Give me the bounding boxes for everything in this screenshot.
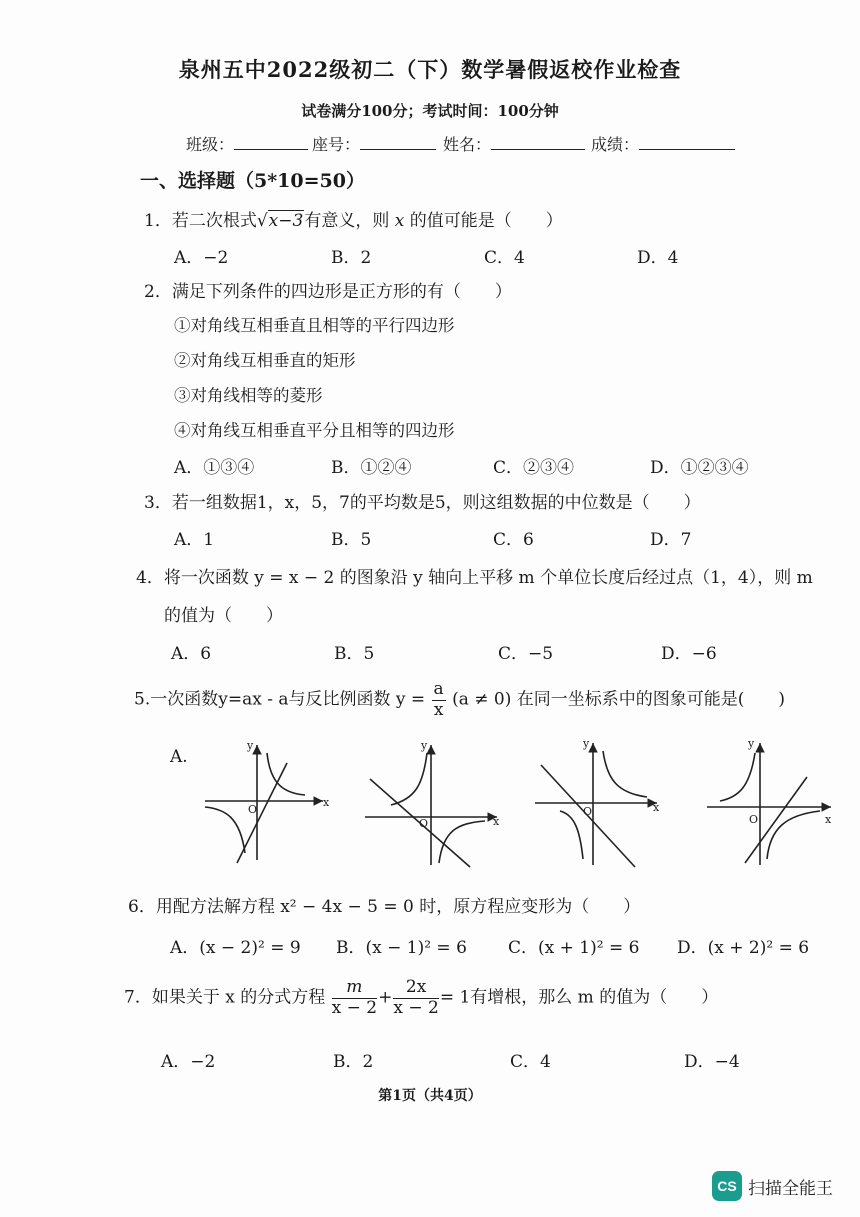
q1-pre: 1．若二次根式	[144, 211, 257, 231]
q5-d-y: y	[748, 737, 755, 750]
q5-d-x: x	[825, 813, 832, 826]
q7-fraction-1: $\frac{m}{x - 2}$	[331, 977, 378, 1018]
exam-title: 泉州五中2022级初二（下）数学暑假返校作业检查	[178, 57, 682, 82]
class-field	[186, 132, 308, 155]
question-4-stem: 4．将一次函数 y = x − 2 的图象沿 y 轴向上平移 m 个单位长度后经过点（1，4），则 m	[136, 568, 813, 588]
score-blank	[639, 135, 735, 150]
q1-var: x	[394, 211, 405, 231]
class-label: 班级：	[186, 135, 235, 154]
q5-b-o: O	[419, 817, 429, 830]
q6-option-c: C．(x + 1)² = 6	[508, 938, 640, 958]
q5-c-y: y	[583, 737, 590, 750]
q4-option-c: C．−5	[498, 644, 554, 664]
q7-fraction-2: $\frac{2x}{x - 2}$	[393, 977, 439, 1018]
q5-a-o: O	[248, 803, 258, 816]
q5-post: (a ≠ 0) 在同一坐标系中的图象可能是( )	[452, 689, 786, 710]
q4-option-a: A．6	[171, 644, 212, 664]
question-2-stem: 2．满足下列条件的四边形是正方形的有（ ）	[144, 282, 512, 302]
question-6-stem: 6．用配方法解方程 x² − 4x − 5 = 0 时，原方程应变形为（ ）	[128, 897, 641, 917]
seat-blank	[360, 135, 436, 150]
camscanner-text: 扫描全能王	[748, 1179, 833, 1198]
q3-option-c: C．6	[493, 530, 534, 550]
q4-option-b: B．5	[334, 644, 375, 664]
q2-item-4: ④对角线互相垂直平分且相等的四边形	[174, 421, 455, 440]
q7-plus: +	[378, 987, 393, 1008]
q1-post: 的值可能是（ ）	[409, 211, 563, 231]
seat-field	[312, 132, 436, 155]
q2-option-b: B．①②④	[331, 458, 412, 478]
section-title: 一、选择题（5*10=50）	[140, 170, 365, 192]
q5-d-o: O	[749, 813, 759, 826]
q1-mid: 有意义，则	[304, 211, 390, 231]
name-label: 姓名：	[443, 135, 492, 154]
q6-option-d: D．(x + 2)² = 6	[677, 938, 810, 958]
q7-option-c: C．4	[510, 1052, 551, 1072]
q5-a-x: x	[323, 796, 330, 809]
name-blank	[491, 135, 585, 150]
q5-c-o: O	[583, 805, 593, 818]
q1-option-b: B．2	[331, 248, 372, 268]
q5-b-y: y	[421, 739, 428, 752]
q3-option-a: A．1	[174, 530, 215, 550]
q1-option-d: D．4	[637, 248, 679, 268]
q7-post: = 1有增根，那么 m 的值为（ ）	[439, 987, 719, 1008]
q5-graph-d	[707, 737, 832, 865]
question-5-stem	[134, 680, 785, 720]
page-footer: 第1页（共4页）	[378, 1088, 482, 1104]
q5-c-x: x	[653, 801, 660, 814]
q5-graph-b	[365, 739, 500, 867]
q5-graph-a	[205, 739, 330, 863]
seat-label: 座号：	[312, 135, 361, 154]
q7-option-a: A．−2	[161, 1052, 216, 1072]
question-4-stem-2: 的值为（ ）	[164, 606, 283, 626]
question-1-stem: 1．若二次根式√x−3有意义，则 x 的值可能是（ ）	[144, 211, 563, 231]
q3-option-b: B．5	[331, 530, 372, 550]
q6-option-b: B．(x − 1)² = 6	[336, 938, 467, 958]
q6-option-a: A．(x − 2)² = 9	[170, 938, 301, 958]
q7-option-d: D．−4	[684, 1052, 740, 1072]
name-field	[443, 132, 585, 155]
q7-option-b: B．2	[333, 1052, 374, 1072]
q3-option-d: D．7	[650, 530, 692, 550]
q5-a-y: y	[247, 739, 254, 752]
question-7-stem	[124, 978, 718, 1018]
q4-option-d: D．−6	[661, 644, 717, 664]
class-blank	[234, 135, 308, 150]
q5-b-x: x	[493, 815, 500, 828]
q2-item-2: ②对角线互相垂直的矩形	[174, 351, 356, 370]
q1-option-a: A．−2	[174, 248, 229, 268]
q5-pre: 5.一次函数y=ax - a与反比例函数 y =	[134, 689, 426, 710]
exam-subtitle: 试卷满分100分；考试时间：100分钟	[301, 102, 559, 120]
q5-option-a: A.	[170, 747, 188, 767]
q2-option-c: C．②③④	[493, 458, 575, 478]
q7-pre: 7．如果关于 x 的分式方程	[124, 987, 326, 1008]
q2-option-a: A．①③④	[174, 458, 255, 478]
q5-fraction: $\frac{a}{x}$	[433, 679, 444, 720]
q1-option-c: C．4	[484, 248, 525, 268]
score-label: 成绩：	[591, 135, 640, 154]
q2-item-1: ①对角线互相垂直且相等的平行四边形	[174, 316, 455, 335]
q2-item-3: ③对角线相等的菱形	[174, 386, 323, 405]
q5-graph-c	[535, 737, 660, 867]
question-3-stem: 3．若一组数据1，x，5，7的平均数是5，则这组数据的中位数是（ ）	[144, 493, 701, 513]
q1-radicand: x−3	[268, 211, 304, 231]
score-field	[591, 132, 735, 155]
q5-graphs	[195, 735, 835, 870]
q2-option-d: D．①②③④	[650, 458, 749, 478]
camscanner-logo-icon: CS	[712, 1171, 742, 1201]
